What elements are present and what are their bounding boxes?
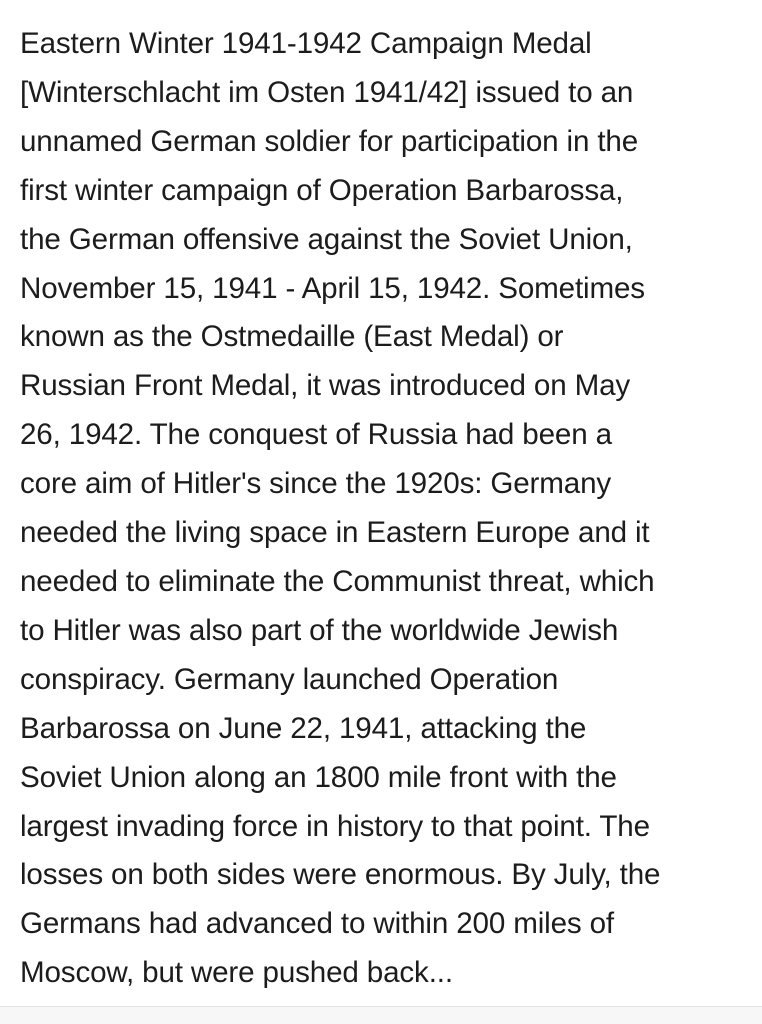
description-line: needed the living space in Eastern Europe and it (20, 516, 650, 550)
description-line: known as the Ostmedaille (East Medal) or (20, 320, 564, 354)
description-line: conspiracy. Germany launched Operation (20, 662, 559, 696)
description-line: the German offensive against the Soviet Union, (20, 222, 633, 256)
description-line: to Hitler was also part of the worldwide Jewish (20, 613, 619, 647)
description-line: unnamed German soldier for participation in the (20, 124, 639, 158)
description-line: core aim of Hitler's since the 1920s: Germany (20, 467, 612, 501)
description-line: 26, 1942. The conquest of Russia had been a (20, 418, 612, 452)
description-line: Barbarossa on June 22, 1941, attacking the (20, 711, 587, 745)
description-line: Soviet Union along an 1800 mile front with the (20, 760, 617, 794)
description-line: first winter campaign of Operation Barbarossa, (20, 173, 624, 207)
description-line: Germans had advanced to within 200 miles of (20, 907, 614, 941)
description-line: needed to eliminate the Communist threat, which (20, 564, 655, 598)
description-line: losses on both sides were enormous. By July, the (20, 858, 661, 892)
description-line: Moscow, but were pushed back... (20, 956, 453, 990)
description-line: Eastern Winter 1941-1942 Campaign Medal (20, 27, 592, 60)
description-line: Russian Front Medal, it was introduced on May (20, 369, 631, 403)
bottom-strip (0, 1007, 762, 1024)
description-line: [Winterschlacht im Osten 1941/42] issued to an (20, 75, 634, 109)
description-line: largest invading force in history to that point. The (20, 809, 650, 843)
description-line: November 15, 1941 - April 15, 1942. Sometimes (20, 271, 645, 305)
item-description (20, 20, 748, 998)
